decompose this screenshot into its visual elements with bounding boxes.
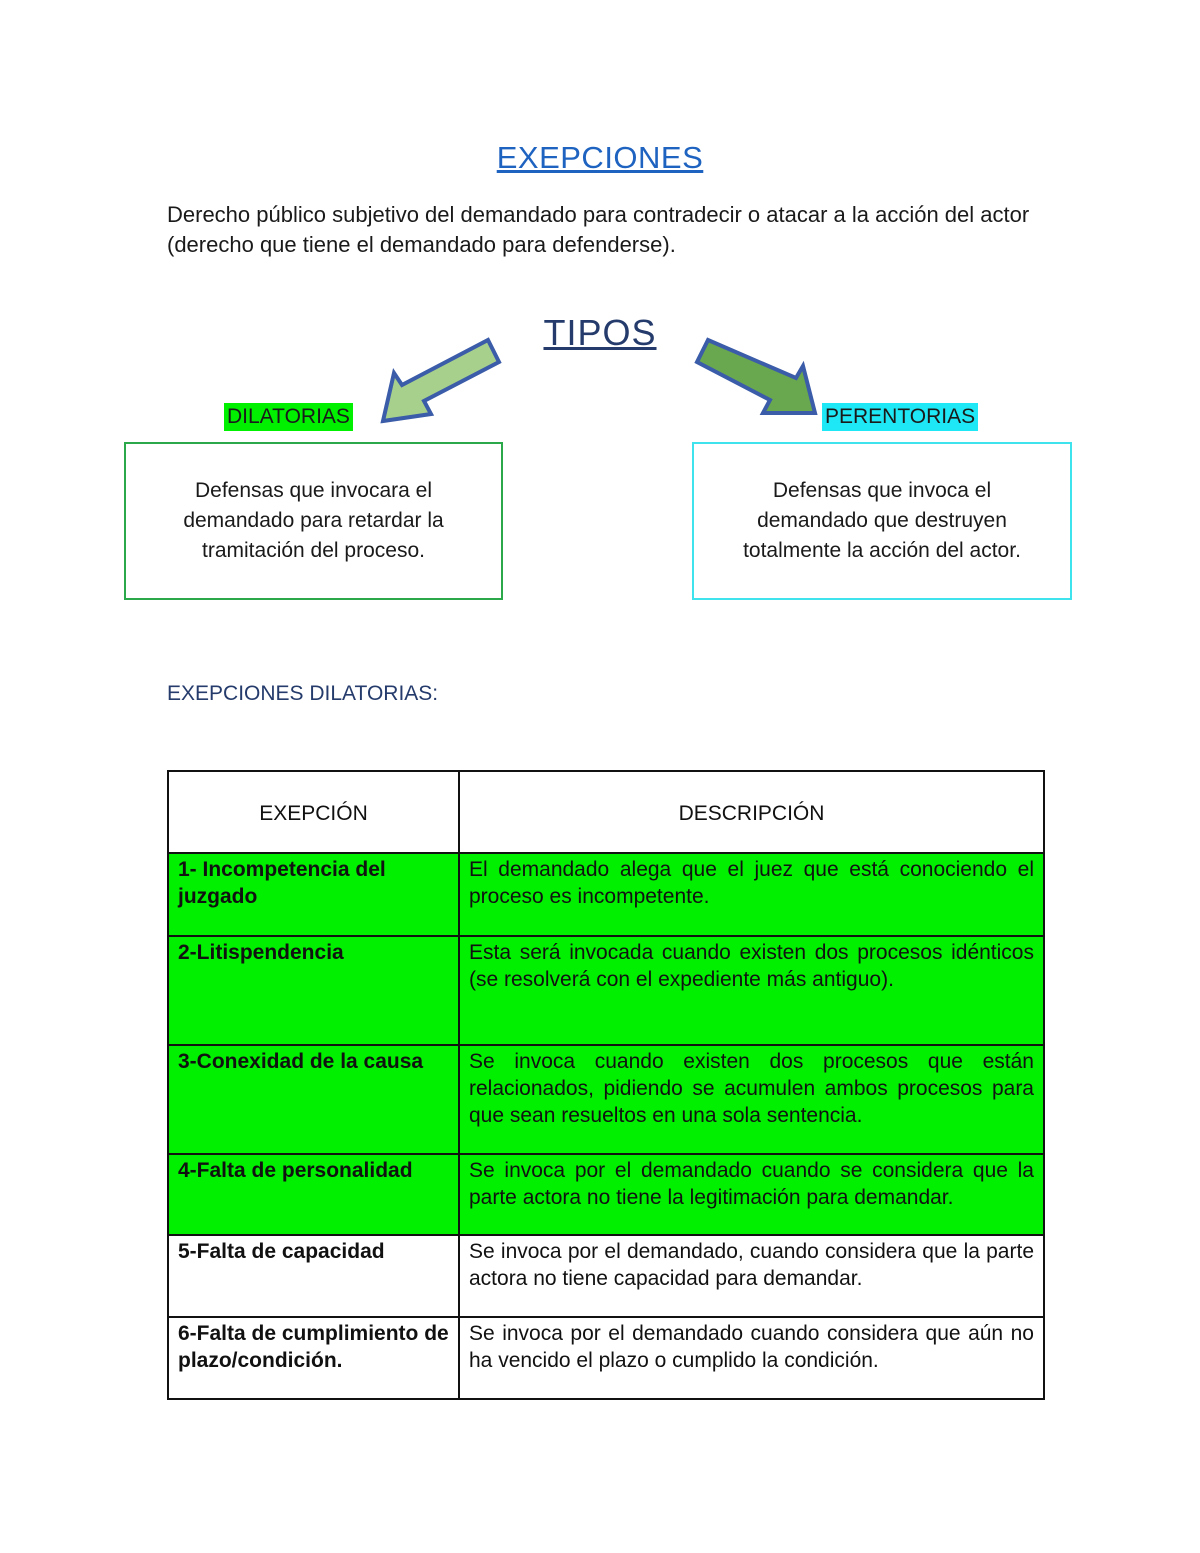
column-header: DESCRIPCIÓN — [459, 771, 1044, 853]
exception-name: 2-Litispendencia — [168, 936, 459, 1045]
table-row — [168, 936, 1044, 1045]
dilatorias-description: Defensas que invocara el demandado para retardar la tramitación del proceso. — [183, 479, 444, 562]
dilatorias-label: DILATORIAS — [224, 403, 353, 431]
type-arrows — [0, 0, 1200, 440]
tipos-heading: TIPOS — [543, 312, 657, 353]
perentorias-box — [692, 442, 1072, 600]
column-header: EXEPCIÓN — [168, 771, 459, 853]
document-title: EXEPCIONES — [496, 140, 704, 175]
exception-name: 5-Falta de capacidad — [168, 1235, 459, 1317]
table-row — [168, 853, 1044, 936]
table-header-row — [168, 771, 1044, 853]
exceptions-table — [167, 770, 1045, 1400]
intro-paragraph: Derecho público subjetivo del demandado para contradecir o atacar a la acción del actor (derecho que tiene el demandado para defenderse). — [167, 202, 1030, 257]
exception-description: El demandado alega que el juez que está conociendo el proceso es incompetente. — [459, 853, 1044, 936]
table-row — [168, 1317, 1044, 1399]
exception-description: Se invoca cuando existen dos procesos que están relacionados, pidiendo se acumulen ambos procesos para que sean resueltos en una sola sentencia. — [459, 1045, 1044, 1154]
exception-name: 4-Falta de personalidad — [168, 1154, 459, 1235]
table-row — [168, 1154, 1044, 1235]
exception-description: Esta será invocada cuando existen dos procesos idénticos (se resolverá con el expediente más antiguo). — [459, 936, 1044, 1045]
exception-name: 1- Incompetencia del juzgado — [168, 853, 459, 936]
exception-description: Se invoca por el demandado, cuando considera que la parte actora no tiene capacidad para demandar. — [459, 1235, 1044, 1317]
exception-description: Se invoca por el demandado cuando considera que aún no ha vencido el plazo o cumplido la condición. — [459, 1317, 1044, 1399]
exception-name: 6-Falta de cumplimiento de plazo/condición. — [168, 1317, 459, 1399]
arrow-right-icon — [697, 340, 815, 413]
perentorias-description: Defensas que invoca el demandado que destruyen totalmente la acción del actor. — [743, 479, 1021, 562]
arrow-left-icon — [383, 340, 499, 421]
exception-description: Se invoca por el demandado cuando se considera que la parte actora no tiene la legitimación para demandar. — [459, 1154, 1044, 1235]
dilatorias-box — [124, 442, 503, 600]
table-row — [168, 1235, 1044, 1317]
section-heading: EXEPCIONES DILATORIAS: — [167, 682, 439, 705]
perentorias-label: PERENTORIAS — [822, 403, 978, 431]
exception-name: 3-Conexidad de la causa — [168, 1045, 459, 1154]
table-row — [168, 1045, 1044, 1154]
